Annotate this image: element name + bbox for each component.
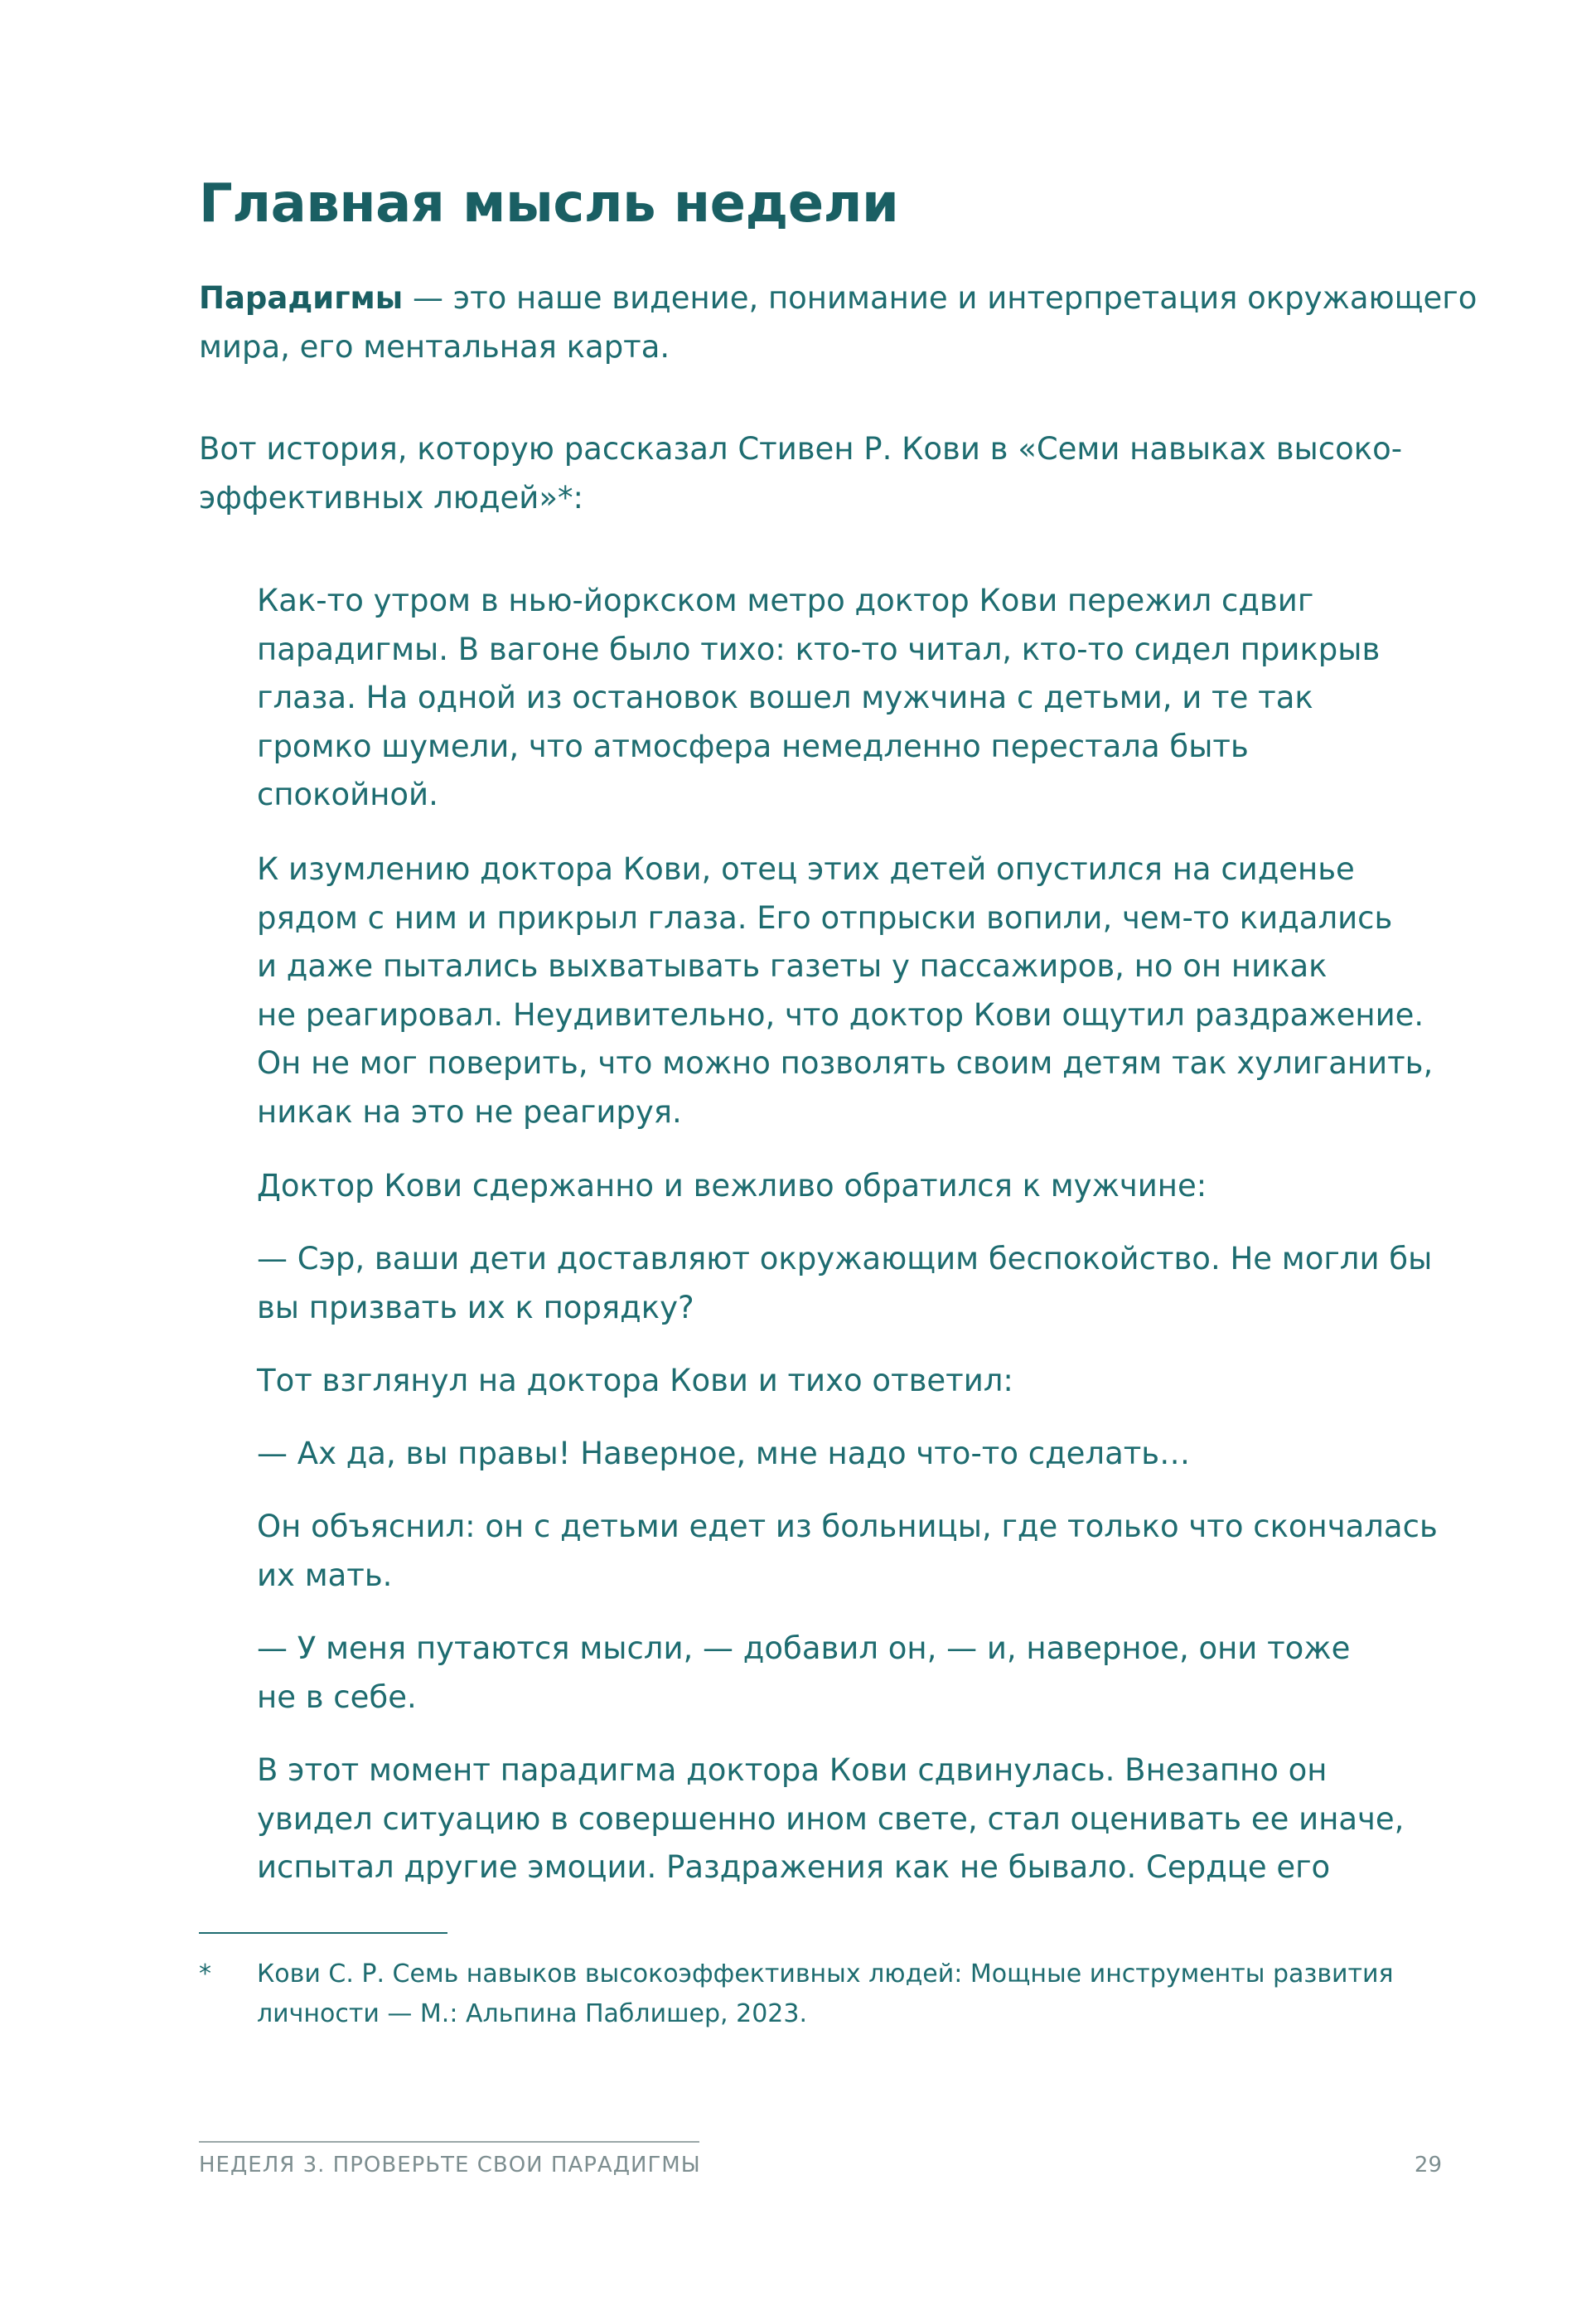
story-line: никак на это не реагируя. xyxy=(257,1093,682,1130)
footnote-line-1: Кови С. Р. Семь навыков высокоэффективных людей: Мощные инструменты развития xyxy=(257,1959,1394,1989)
story-line: не в себе. xyxy=(257,1679,417,1715)
story-line: их мать. xyxy=(257,1557,393,1593)
story-line: спокойной. xyxy=(257,777,438,812)
story-paragraph xyxy=(257,1625,1434,1722)
definition-line-2: мира, его ментальная карта. xyxy=(199,329,670,365)
story-paragraph xyxy=(257,1162,1434,1211)
definition-text: — это наше видение, понимание и интерпретация окружающего xyxy=(403,280,1478,316)
story-line: глаза. На одной из остановок вошел мужчина с детьми, и те так xyxy=(257,680,1313,715)
story-paragraph xyxy=(257,845,1434,1136)
story-paragraph xyxy=(257,1235,1434,1332)
story-paragraph xyxy=(257,1746,1434,1892)
definition-paragraph xyxy=(199,274,1478,371)
footnote-marker: * xyxy=(199,1959,211,1989)
intro-paragraph xyxy=(199,424,1434,522)
story-line: увидел ситуацию в совершенно ином свете, стал оценивать ее иначе, xyxy=(257,1800,1405,1837)
story-line: Он не мог поверить, что можно позволять своим детям так хулиганить, xyxy=(257,1045,1434,1081)
story-line: — Сэр, ваши дети доставляют окружающим беспокойство. Не могли бы xyxy=(257,1241,1433,1276)
running-footer-section: НЕДЕЛЯ 3. ПРОВЕРЬТЕ СВОИ ПАРАДИГМЫ xyxy=(199,2153,701,2177)
story-line: В этот момент парадигма доктора Кови сдвинулась. Внезапно он xyxy=(257,1752,1328,1788)
story-line: громко шумели, что атмосфера немедленно перестала быть xyxy=(257,728,1249,764)
definition-term: Парадигмы xyxy=(199,280,404,316)
footer-divider xyxy=(199,2141,699,2143)
story-line: и даже пытались выхватывать газеты у пассажиров, но он никак xyxy=(257,948,1328,984)
story-line: не реагировал. Неудивительно, что доктор Кови ощутил раздражение. xyxy=(257,996,1424,1033)
story-line: К изумлению доктора Кови, отец этих детей опустился на сиденье xyxy=(257,851,1355,887)
story-line: Доктор Кови сдержанно и вежливо обратился к мужчине: xyxy=(257,1168,1207,1204)
intro-line-2: эффективных людей»*: xyxy=(199,480,583,516)
footnote-divider xyxy=(199,1932,447,1934)
story-line: — Ах да, вы правы! Наверное, мне надо что-то сделать… xyxy=(257,1436,1191,1471)
story-paragraph xyxy=(257,1503,1438,1600)
page-title: Главная мысль недели xyxy=(199,173,899,235)
story-line: Как-то утром в нью-йоркском метро доктор Кови пережил сдвиг xyxy=(257,583,1314,618)
story-paragraph xyxy=(257,577,1434,820)
story-line: Он объяснил: он с детьми едет из больницы, где только что скончалась xyxy=(257,1509,1438,1544)
story-line: Тот взглянул на доктора Кови и тихо ответил: xyxy=(257,1363,1013,1398)
intro-line-1: Вот история, которую рассказал Стивен Р. Кови в «Семи навыках высоко- xyxy=(199,431,1403,467)
story-paragraph xyxy=(257,1357,1434,1406)
page-number: 29 xyxy=(1414,2153,1442,2177)
story-line: испытал другие эмоции. Раздражения как не бывало. Сердце его xyxy=(257,1849,1331,1885)
story-paragraph xyxy=(257,1430,1434,1479)
footnote-text xyxy=(257,1955,1442,2034)
story-line: парадигмы. В вагоне было тихо: кто-то читал, кто-то сидел прикрыв xyxy=(257,631,1381,667)
story-line: — У меня путаются мысли, — добавил он, — и, наверное, они тоже xyxy=(257,1630,1351,1666)
footnote-line-2: личности — М.: Альпина Паблишер, 2023. xyxy=(257,1999,808,2028)
story-line: вы призвать их к порядку? xyxy=(257,1289,694,1325)
story-line: рядом с ним и прикрыл глаза. Его отпрыски вопили, чем-то кидались xyxy=(257,899,1393,936)
definition-line-1 xyxy=(199,274,1478,322)
